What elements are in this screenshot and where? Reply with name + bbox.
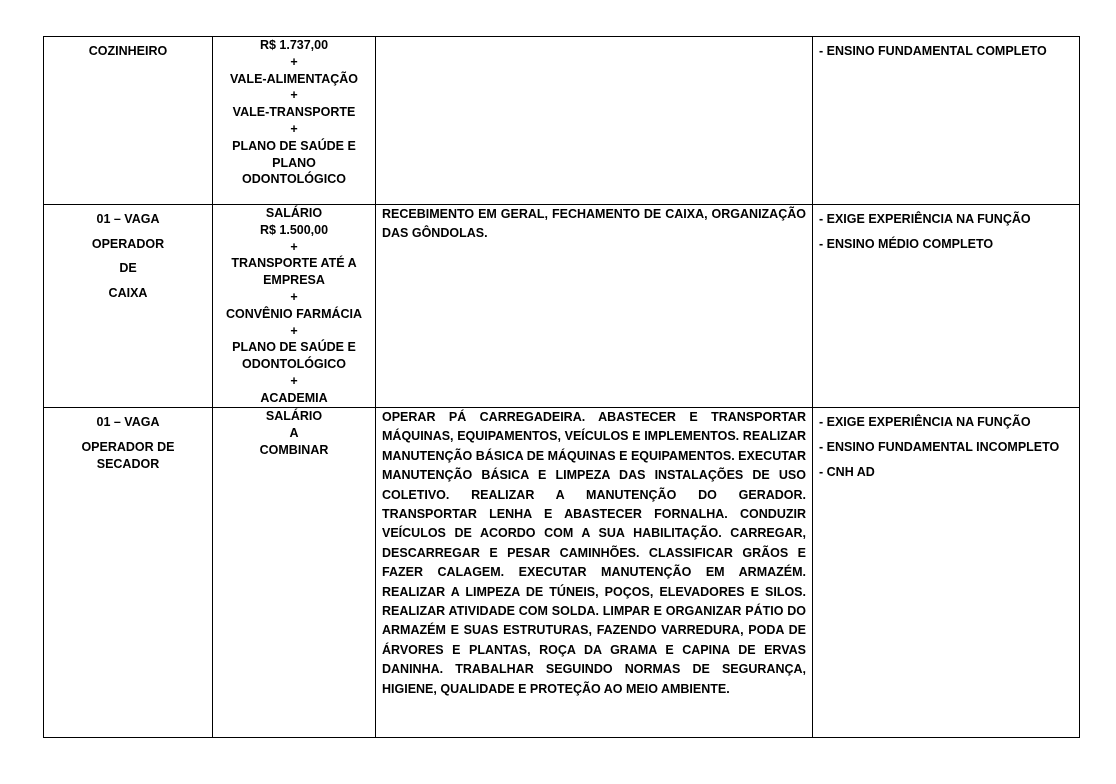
benefit-line: + (290, 121, 298, 136)
benefits-cell (213, 408, 376, 738)
job-row-operador-de-caixa (44, 205, 1080, 408)
requirement-item: - CNH AD (819, 464, 875, 479)
benefit-line: PLANO DE SAÚDE E (232, 138, 356, 153)
requirements-cell (813, 37, 1080, 205)
requirement-item: - ENSINO FUNDAMENTAL INCOMPLETO (819, 439, 1060, 454)
benefit-line: SALÁRIO (265, 409, 323, 423)
benefit-line: + (290, 323, 298, 338)
benefit-line: + (290, 54, 298, 69)
benefit-line: + (290, 373, 298, 388)
job-description: OPERAR PÁ CARREGADEIRA. ABASTECER E TRANSPORTAR MÁQUINAS, EQUIPAMENTOS, VEÍCULOS E IMPLEMENTOS. REALIZAR MANUTENÇÃO BÁSICA DE MÁQUINAS E EQUIPAMENTOS. EXECUTAR MANUTENÇÃO BÁSICA E LIMPEZA DAS INSTALAÇÕES DE USO COLETIVO. REALIZAR A MANUTENÇÃO DO GERADOR. TRANSPORTAR LENHA E ABASTECER FORNALHA. CONDUZIR VEÍCULOS DE ACORDO COM A SUA HABILITAÇÃO. CARREGAR, DESCARREGAR E PESAR CAMINHÕES. CLASSIFICAR GRÃOS E FAZER CALAGEM. EXECUTAR MANUTENÇÃO EM ARMAZÉM. REALIZAR A LIMPEZA DE TÚNEIS, POÇOS, ELEVADORES E SILOS. REALIZAR ATIVIDADE COM SOLDA. LIMPAR E ORGANIZAR PÁTIO DO ARMAZÉM E SUAS ESTRUTURAS, FAZENDO VARREDURA, PODA DE ÁRVORES E PLANTAS, ROÇA DA GRAMA E CAPINA DE ERVAS DANINHA. TRABALHAR SEGUINDO NORMAS DE SEGURANÇA, HIGIENE, QUALIDADE E PROTEÇÃO AO MEIO AMBIENTE. (382, 410, 806, 696)
benefit-line: SALÁRIO (265, 206, 323, 220)
description-cell (376, 205, 813, 408)
job-row-cozinheiro (44, 37, 1080, 205)
benefit-line: EMPRESA (263, 273, 325, 288)
job-title (44, 408, 212, 472)
requirement-item: - EXIGE EXPERIÊNCIA NA FUNÇÃO (819, 415, 1031, 429)
job-title-line: 01 – VAGA (96, 415, 160, 429)
requirements-cell (813, 408, 1080, 738)
job-title-line: OPERADOR (91, 236, 165, 251)
requirement-item: - ENSINO MÉDIO COMPLETO (819, 236, 994, 251)
benefit-line: VALE-ALIMENTAÇÃO (230, 71, 358, 86)
job-title-line: OPERADOR DE (81, 439, 175, 454)
benefit-line: COMBINAR (259, 442, 329, 457)
benefits-list (213, 37, 375, 188)
requirement-item: - EXIGE EXPERIÊNCIA NA FUNÇÃO (819, 212, 1031, 226)
benefit-line: R$ 1.500,00 (259, 222, 329, 237)
description-cell (376, 37, 813, 205)
benefit-line: CONVÊNIO FARMÁCIA (225, 306, 363, 321)
job-title (44, 37, 212, 60)
benefit-line: ACADEMIA (260, 390, 328, 405)
job-title-cell (44, 37, 213, 205)
requirement-item: - ENSINO FUNDAMENTAL COMPLETO (819, 44, 1047, 58)
benefits-cell (213, 37, 376, 205)
benefit-line: A (289, 425, 299, 440)
benefits-list (213, 205, 375, 407)
benefit-line: + (290, 289, 298, 304)
job-title-line: CAIXA (108, 285, 148, 300)
job-title-line: DE (119, 261, 137, 275)
benefit-line: PLANO (272, 155, 316, 170)
benefit-line: PLANO DE SAÚDE E (232, 340, 356, 355)
requirements-cell (813, 205, 1080, 408)
job-row-operador-de-secador (44, 408, 1080, 738)
job-title-cell (44, 205, 213, 408)
job-title-line: COZINHEIRO (88, 44, 168, 58)
benefit-line: + (290, 88, 298, 103)
job-title-cell (44, 408, 213, 738)
job-title-line: 01 – VAGA (96, 212, 160, 226)
benefit-line: VALE-TRANSPORTE (232, 105, 356, 120)
benefit-line: ODONTOLÓGICO (242, 357, 346, 372)
job-description: RECEBIMENTO EM GERAL, FECHAMENTO DE CAIXA, ORGANIZAÇÃO DAS GÔNDOLAS. (382, 207, 806, 241)
description-cell (376, 408, 813, 738)
job-title (44, 205, 212, 305)
benefit-line: TRANSPORTE ATÉ A (231, 256, 357, 271)
benefit-line: ODONTOLÓGICO (242, 172, 346, 187)
job-title-line: SECADOR (96, 456, 160, 471)
benefits-cell (213, 205, 376, 408)
benefits-list (213, 408, 375, 458)
benefit-line: + (290, 239, 298, 254)
benefit-line: R$ 1.737,00 (259, 38, 329, 52)
job-openings-table (43, 36, 1080, 738)
